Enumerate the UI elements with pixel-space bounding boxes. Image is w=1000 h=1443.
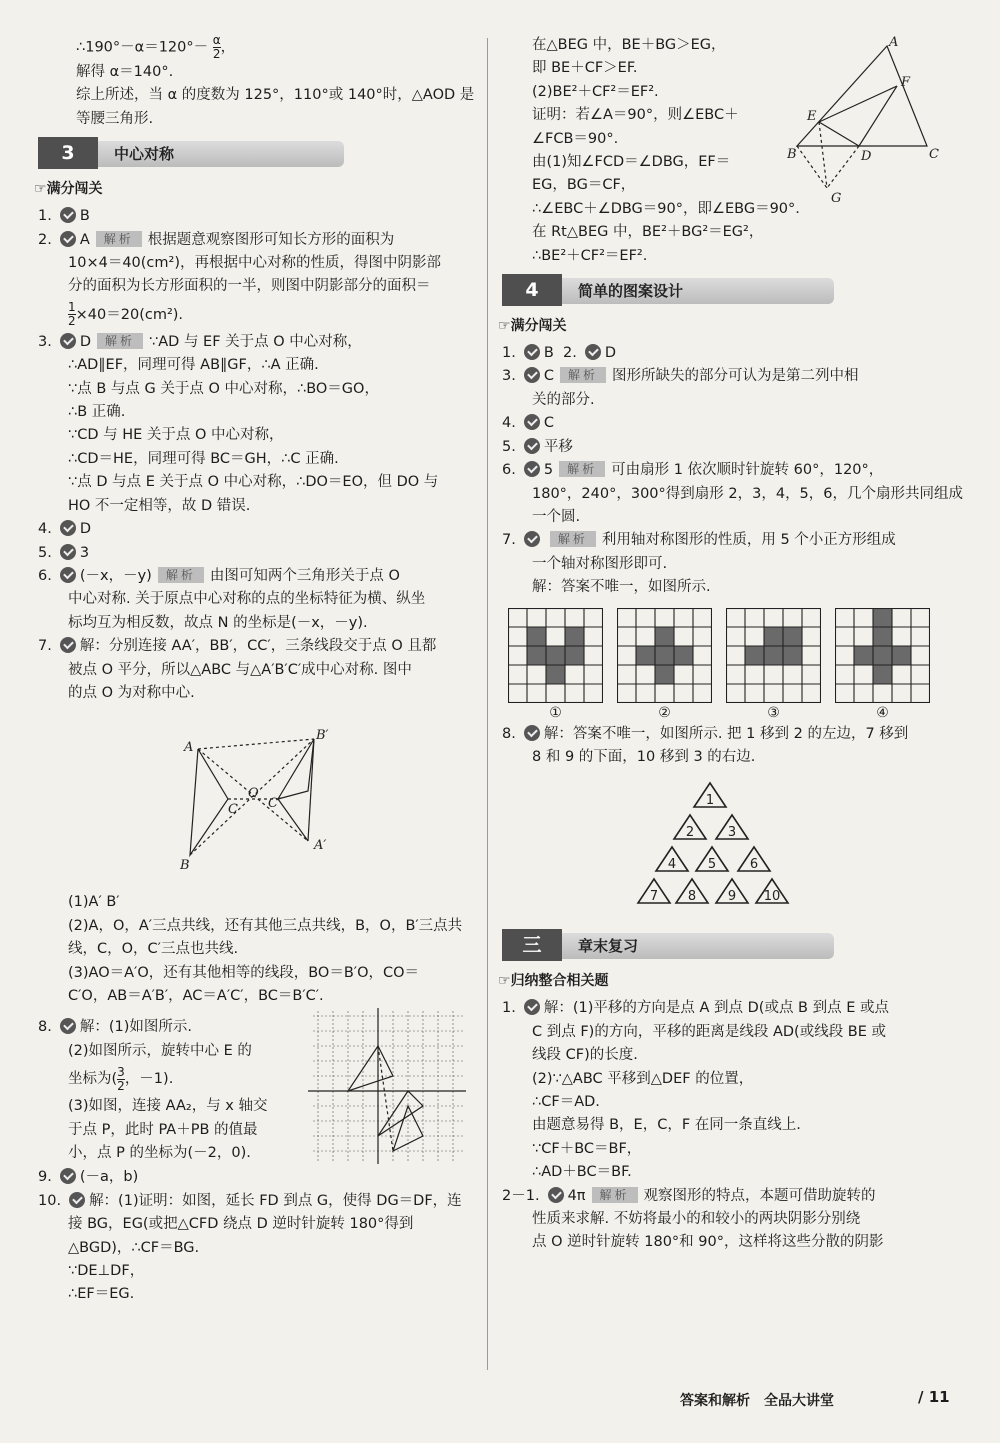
answer-icon — [524, 999, 540, 1015]
section-header — [38, 135, 474, 171]
text-line: ∴CF＝AD. — [532, 1093, 600, 1110]
problem-8 — [38, 1016, 474, 1166]
section-header — [502, 272, 942, 308]
text-line: 由题意易得 B，E，C，F 在同一条直线上. — [532, 1117, 801, 1134]
text-line: ∴B 正确. — [68, 404, 126, 421]
triangle-number: 6 — [749, 857, 759, 873]
grid-caption: ① — [549, 704, 562, 721]
grid-caption: ② — [658, 704, 671, 721]
page-number: / 11 — [918, 1388, 950, 1406]
problem-6: 6. 5 解析 可由扇形 1 依次顺时针旋转 60°，120°， — [502, 462, 884, 479]
text-line: ∴BE²＋CF²＝EF². — [532, 247, 648, 264]
label-C-prime: C′ — [268, 796, 281, 812]
answer-icon — [60, 333, 76, 349]
text-line: 由(1)知∠FCD＝∠DBG，EF＝ — [532, 154, 731, 171]
text-line: 点 O 逆时针旋转 180°和 90°，这样将这些分散的阴影 — [532, 1234, 884, 1251]
answer-icon — [524, 344, 540, 360]
text-line: 被点 O 平分，所以△ABC 与△A′B′C′成中心对称. 图中 — [68, 661, 412, 678]
problem-3: 3. D 解析 ∵AD 与 EF 关于点 O 中心对称， — [38, 333, 362, 350]
answer-icon — [60, 637, 76, 653]
text-line: 小，点 P 的坐标为(－2，0). — [68, 1145, 251, 1161]
text-line: (2)如图所示，旋转中心 E 的 — [68, 1042, 252, 1059]
sub-heading: ☞归纳整合相关题 — [498, 973, 609, 990]
text-line: 即 BE＋CF＞EF. — [532, 60, 638, 77]
answer-icon — [60, 1018, 76, 1034]
answer-icon — [524, 461, 540, 477]
left-column — [34, 33, 475, 1307]
answer-icon — [585, 344, 601, 360]
label-A: A — [889, 36, 899, 50]
section-title: 章末复习 — [562, 933, 834, 959]
column-divider — [487, 38, 488, 1370]
label-C: C — [228, 802, 238, 818]
fraction: $\frac{1}{2}$ — [68, 300, 76, 329]
pattern-grids — [508, 608, 942, 721]
label-A-prime: A′ — [314, 838, 327, 854]
answer-icon — [60, 544, 76, 560]
text-line: 的点 O 为对称中心. — [68, 684, 195, 701]
triangle-number: 10 — [763, 889, 781, 905]
text-line: 解：答案不唯一，如图所示. — [532, 579, 711, 596]
text-line: ∴EF＝EG. — [68, 1286, 135, 1303]
text-line: 标均互为相反数，故点 N 的坐标是(－x，－y). — [68, 614, 368, 631]
label-O: O — [248, 786, 259, 802]
text-line: 等腰三角形. — [76, 110, 154, 127]
answer-icon — [60, 520, 76, 536]
problem-8: 8. 解：答案不唯一，如图所示. 把 1 移到 2 的左边，7 移到 — [502, 725, 909, 742]
answer-icon — [60, 567, 76, 583]
problem-5: 5. 3 — [38, 544, 90, 561]
label-B-prime: B′ — [316, 728, 329, 744]
triangle-number: 4 — [667, 857, 677, 873]
text-line: 在 Rt△BEG 中，BE²＋BG²＝EG²， — [532, 224, 764, 241]
coordinate-grid-figure — [308, 1006, 468, 1166]
section-header — [502, 927, 942, 963]
text-line: ∴CD＝HE，同理可得 BC＝GH，∴C 正确. — [68, 450, 339, 467]
text-line: 一个轴对称图形即可. — [532, 555, 668, 572]
text-line: EG，BG＝CF， — [532, 177, 636, 194]
triangle-number: 8 — [687, 889, 697, 905]
problem-1-2: 1. B 2. D — [502, 345, 617, 362]
fraction: $\frac{\alpha}{2}$ — [212, 33, 221, 61]
text-line: (2)∵△ABC 平移到△DEF 的位置， — [532, 1070, 754, 1087]
analysis-tag: 解析 — [158, 567, 204, 583]
label-B: B — [180, 858, 190, 874]
pattern-grid-1 — [508, 608, 603, 721]
text-line: 10×4＝40(cm²)，再根据中心对称的性质，得图中阴影部 — [68, 255, 441, 272]
text-line: ∵点 D 与点 E 关于点 O 中心对称，∴DO＝EO，但 DO 与 — [68, 474, 439, 491]
triangle-number: 1 — [705, 793, 715, 809]
text-line: 分的面积为长方形面积的一半，则图中阴影部分的面积＝ — [68, 278, 431, 295]
text-line: ∴AD＋BC＝BF. — [532, 1164, 632, 1181]
text-line: 接 BG，EG(或把△CFD 绕点 D 逆时针旋转 180°得到 — [68, 1216, 414, 1233]
analysis-tag: 解析 — [96, 231, 142, 247]
text-line: 在△BEG 中，BE＋BG＞EG， — [532, 37, 726, 53]
pattern-grid-2 — [617, 608, 712, 721]
answer-icon — [524, 414, 540, 430]
answer-icon — [524, 367, 540, 383]
figure-central-symmetry — [38, 709, 474, 889]
analysis-tag: 解析 — [560, 367, 606, 383]
text-line: 8. 解：(1)如图所示. — [38, 1019, 192, 1036]
text-line: 综上所述，当 α 的度数为 125°，110°或 140°时，△AOD 是 — [76, 87, 475, 104]
analysis-tag: 解析 — [559, 461, 605, 477]
text-line: 于点 P，此时 PA＋PB 的值最 — [68, 1121, 258, 1138]
analysis-tag: 解析 — [592, 1187, 638, 1203]
triangle-number: 2 — [685, 825, 695, 841]
text-line: ∵DE⊥DF， — [68, 1263, 145, 1279]
text-line: ∴190°－α＝120°－ $\frac{\alpha}{2}$ ， — [76, 33, 236, 61]
text-line: C′O，AB＝A′B′，AC＝A′C′，BC＝B′C′. — [68, 987, 324, 1004]
problem-3: 3. C 解析 图形所缺失的部分可认为是第二列中相 — [502, 368, 859, 385]
problem-7: 7. 解：分别连接 AA′，BB′，CC′，三条线段交于点 O 且都 — [38, 638, 437, 655]
right-column — [498, 34, 964, 1255]
label-E: E — [807, 109, 817, 124]
section-title: 中心对称 — [98, 141, 344, 167]
grid-caption: ④ — [876, 704, 889, 721]
answer-icon — [548, 1187, 564, 1203]
problem-10: 10. 解：(1)证明：如图，延长 FD 到点 G，使得 DG＝DF，连 — [38, 1192, 462, 1209]
triangle-number: 5 — [707, 857, 717, 873]
sub-heading: ☞满分闯关 — [34, 181, 103, 198]
problem-4: 4. D — [38, 521, 92, 538]
triangle-number: 7 — [649, 889, 659, 905]
section-number: 4 — [502, 274, 562, 306]
text-line: (2)A，O，A′三点共线，还有其他三点共线，B，O，B′三点共 — [68, 917, 463, 934]
section-title: 简单的图案设计 — [562, 278, 834, 304]
text-line: 解得 α＝140°. — [76, 64, 174, 80]
problem-9: 9. (－a，b) — [38, 1169, 139, 1186]
text-line: 坐标为( $\frac{3}{2}$ ，－1). — [68, 1064, 174, 1093]
label-B: B — [787, 147, 797, 162]
figure-triangle-arrangement — [502, 773, 942, 923]
text-line: 线，C，O，C′三点也共线. — [68, 941, 239, 958]
text-line: (1)A′ B′ — [68, 894, 120, 911]
problem-4: 4. C — [502, 415, 554, 432]
text-line: 8 和 9 的下面，10 移到 3 的右边. — [532, 748, 756, 765]
pattern-grid-3 — [726, 608, 821, 721]
label-D: D — [861, 149, 872, 164]
label-F: F — [901, 75, 911, 90]
analysis-tag: 解析 — [97, 333, 143, 349]
answer-icon — [69, 1192, 85, 1208]
answer-icon — [60, 231, 76, 247]
problem-10-continued — [502, 34, 942, 268]
problem-1: 1. B — [38, 208, 90, 225]
answer-icon — [524, 725, 540, 741]
text-line: 180°，240°，300°得到扇形 2，3，4，5，6，几个扇形共同组成 — [532, 485, 964, 502]
text-line: △BGD)，∴CF＝BG. — [68, 1239, 200, 1256]
text-line: 线段 CF)的长度. — [532, 1047, 638, 1064]
section-number: 3 — [38, 137, 98, 169]
triangle-number: 9 — [727, 889, 737, 905]
text-line: 性质来求解. 不妨将最小的和较小的两块阴影分别绕 — [532, 1211, 861, 1227]
problem-2: 2. A 解析 根据题意观察图形可知长方形的面积为 — [38, 231, 395, 248]
text-line: ∵CF＋BC＝BF， — [532, 1140, 642, 1157]
answer-icon — [524, 531, 540, 547]
answer-icon — [524, 438, 540, 454]
figure-triangle-efg — [787, 36, 947, 206]
answer-icon — [60, 207, 76, 223]
footer-title: 答案和解析 全品大讲堂 — [680, 1393, 834, 1409]
triangle-number: 3 — [727, 825, 737, 841]
text-line: 一个圆. — [532, 508, 581, 525]
text-line: ∴AD∥EF，同理可得 AB∥GF，∴A 正确. — [68, 357, 319, 374]
problem-6: 6. (－x，－y) 解析 由图可知两个三角形关于点 O — [38, 567, 400, 584]
sub-heading: ☞满分闯关 — [498, 318, 567, 335]
label-C: C — [929, 147, 939, 162]
section-number: 三 — [502, 929, 562, 961]
text-line: (3)AO＝A′O，还有其他相等的线段，BO＝B′O，CO＝ — [68, 964, 420, 981]
analysis-tag: 解析 — [550, 531, 596, 547]
review-problem-1: 1. 解：(1)平移的方向是点 A 到点 D(或点 B 到点 E 或点 — [502, 1000, 889, 1017]
text-line: $\frac{1}{2}$ ×40＝20(cm²). — [68, 300, 184, 329]
text-line: 关的部分. — [532, 391, 595, 408]
label-A: A — [184, 740, 194, 756]
problem-7: 7. 解析 利用轴对称图形的性质，用 5 个小正方形组成 — [502, 532, 896, 549]
text-line: ∴∠EBC＋∠DBG＝90°，即∠EBG＝90°. — [532, 200, 800, 217]
label-G: G — [831, 191, 842, 206]
text-line: 中心对称. 关于原点中心对称的点的坐标特征为横、纵坐 — [68, 591, 426, 608]
text-line: HO 不一定相等，故 D 错误. — [68, 497, 251, 514]
answer-icon — [60, 1168, 76, 1184]
review-problem-2-1: 2－1. 4π 解析 观察图形的特点，本题可借助旋转的 — [502, 1187, 876, 1204]
grid-caption: ③ — [767, 704, 780, 721]
text-line: (2)BE²＋CF²＝EF². — [532, 83, 659, 100]
problem-5: 5. 平移 — [502, 438, 573, 455]
text-line: 证明：若∠A＝90°，则∠EBC＋ — [532, 107, 739, 124]
text-line: ∠FCB＝90°. — [532, 130, 619, 147]
text-line: ∵CD 与 HE 关于点 O 中心对称， — [68, 427, 284, 444]
fraction: $\frac{3}{2}$ — [117, 1064, 125, 1093]
text-line: ∵点 B 与点 G 关于点 O 中心对称，∴BO＝GO， — [68, 380, 379, 397]
pattern-grid-4 — [835, 608, 930, 721]
text-line: (3)如图，连接 AA₂，与 x 轴交 — [68, 1098, 268, 1115]
text-line: C 到点 F)的方向，平移的距离是线段 AD(或线段 BE 或 — [532, 1023, 887, 1040]
